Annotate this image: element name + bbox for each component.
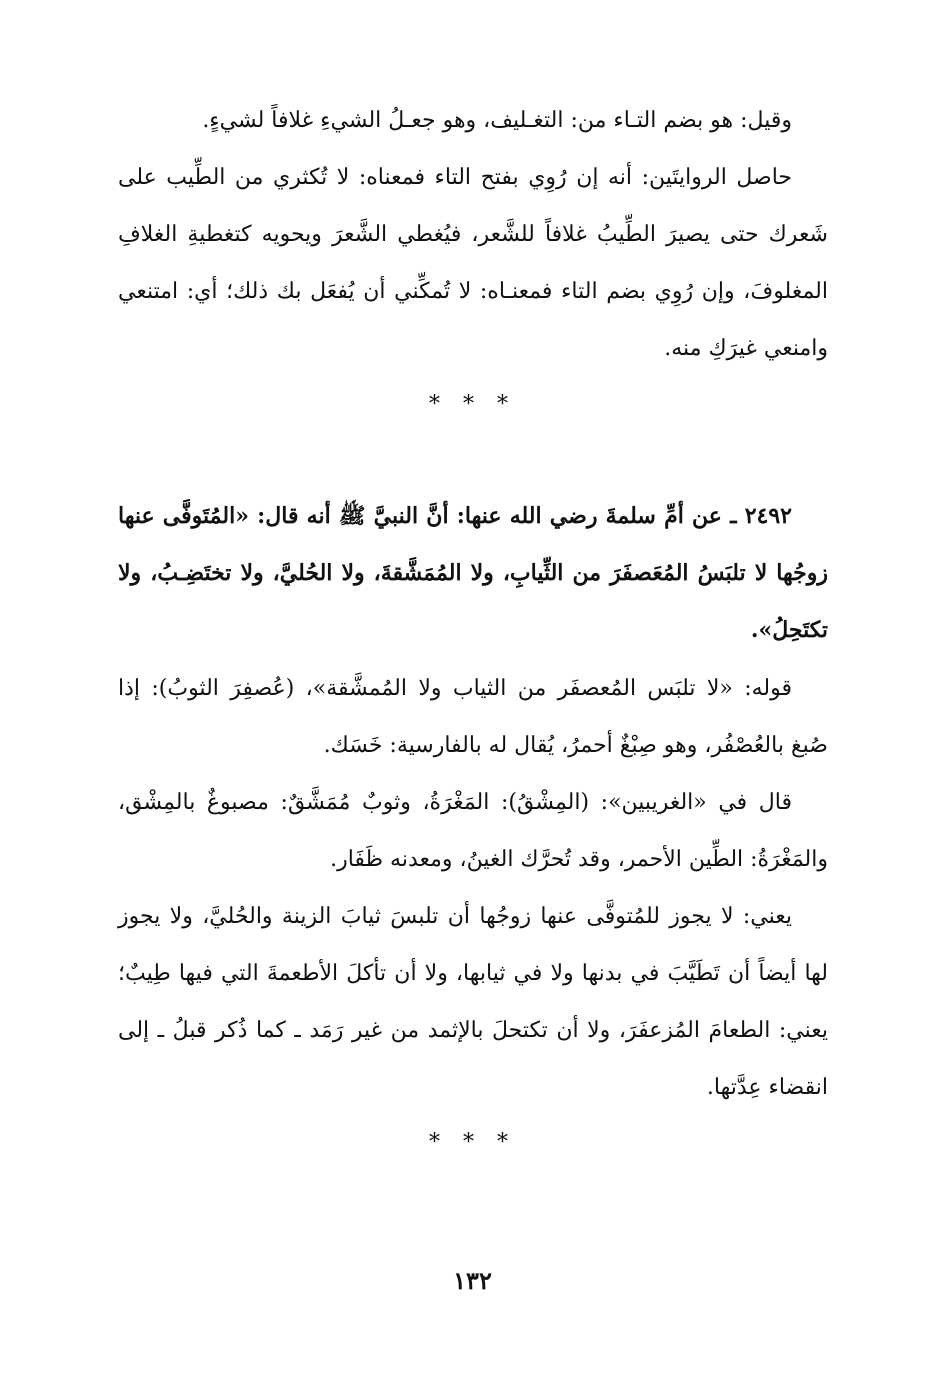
section-separator: * * * [429, 1130, 516, 1155]
commentary-section-top [118, 92, 828, 377]
paragraph: وقيل: هو بضم التـاء من: التغـليف، وهو جعـلُ الشيءِ غلافاً لشيءٍ. [202, 108, 792, 133]
page-number: ١٣٢ [453, 1266, 492, 1295]
section-separator: * * * [429, 392, 516, 417]
hadith-text: ٢٤٩٢ ـ عن أمِّ سلمةَ رضي الله عنها: أنَّ النبيَّ ﷺ أنه قال: «المُتَوفَّى عنها زوجُها لا تلبَسُ المُعَصفَرَ من الثِّيابِ، ولا المُمَشَّقةَ، ولا الحُليَّ، ولا تختَضِـبُ، ولا تكتَحِلُ». [118, 503, 828, 643]
paragraph: يعني: لا يجوز للمُتوفَّى عنها زوجُها أن تلبسَ ثيابَ الزينة والحُليَّ، ولا يجوز لها أيضاً أن تَطَيَّبَ في بدنها ولا في ثيابها، ولا أن تأكلَ الأطعمةَ التي فيها طِيبٌ؛ يعني: الطعامَ المُزعفَرَ، ولا أن تكتحلَ بالإثمد من غير رَمَد ـ كما ذُكر قبلُ ـ إلى انقضاء عِدَّتها. [118, 904, 828, 1100]
paragraph: قوله: «لا تلبَس المُعصفَر من الثياب ولا المُمشَّقة»، (عُصفِرَ الثوبُ): إذا صُبغ بالعُصْفُر، وهو صِبْغٌ أحمرُ، يُقال له بالفارسية: خَسَك. [118, 676, 828, 758]
hadith-section [118, 488, 828, 659]
paragraph: قال في «الغريبين»: (المِشْقُ): المَغْرَةُ، وثوبٌ مُمَشَّقٌ: مصبوغٌ بالمِشْق، والمَغْرَةُ: الطِّين الأحمر، وقد تُحرَّك الغينُ، ومعدنه ظَفَار. [118, 790, 828, 872]
paragraph: حاصل الروايتَين: أنه إن رُوِي بفتح التاء فمعناه: لا تُكثري من الطِّيب على شَعرك حتى يصيرَ الطِّيبُ غلافاً للشَّعر، فيُغطي الشَّعرَ ويحويه كتغطيةِ الغلافِ المغلوفَ، وإن رُوِي بضم التاء فمعنـاه: لا تُمكِّني أن يُفعَل بك ذلك؛ أي: امتنعي وامنعي غيرَكِ منه. [118, 165, 828, 361]
commentary-section-bottom [118, 660, 828, 1116]
